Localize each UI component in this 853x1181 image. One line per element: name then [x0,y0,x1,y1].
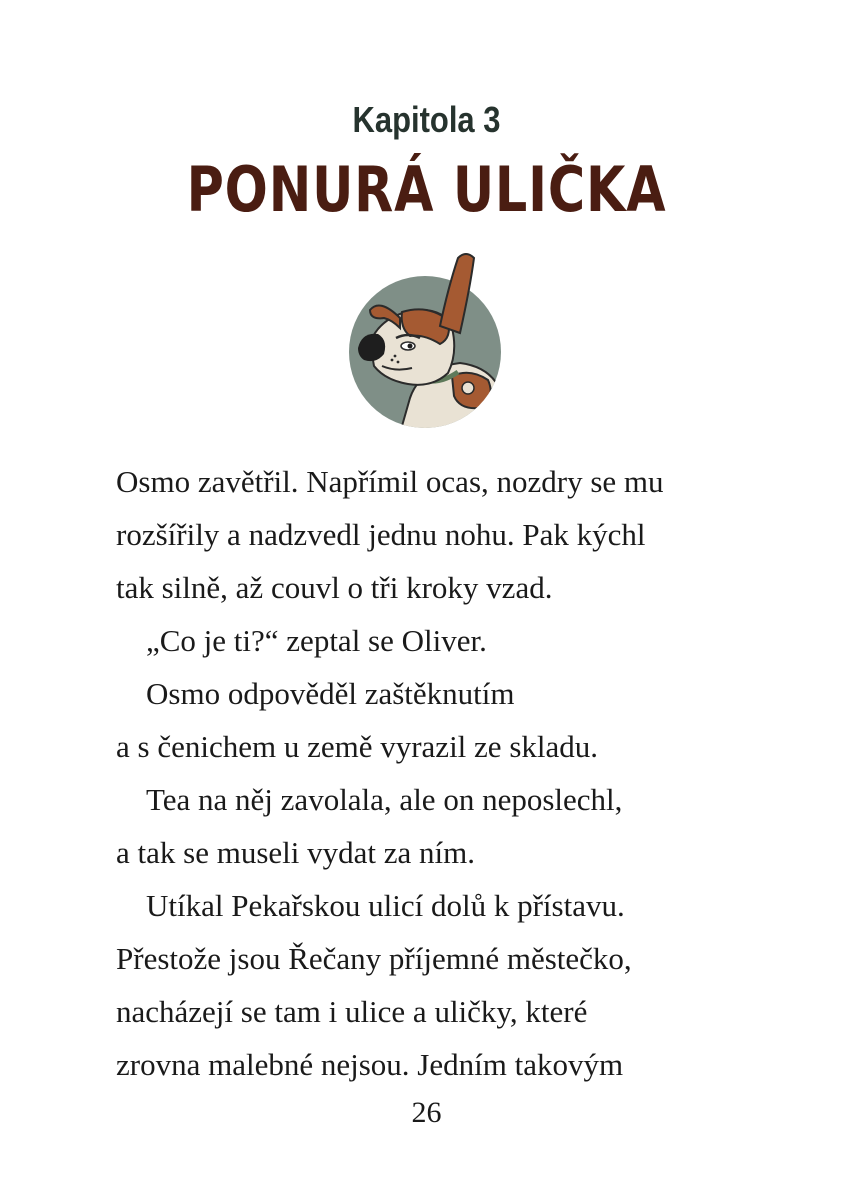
text-line: Utíkal Pekařskou ulicí dolů k přístavu. [146,888,625,923]
text-line: „Co je ti?“ zeptal se Oliver. [146,623,487,658]
text-line: nacházejí se tam i ulice a uličky, které [116,994,588,1029]
text-line: rozšířily a nadzvedl jednu nohu. Pak kýchl [116,517,646,552]
page-number: 26 [411,1096,442,1129]
text-line: Tea na něj zavolala, ale on neposlechl, [146,782,623,817]
text-line: a tak se museli vydat za ním. [116,835,475,870]
text-line: Osmo odpověděl zaštěknutím [146,676,515,711]
chapter-title: PONURÁ ULIČKA [186,153,667,226]
chapter-label: Kapitola 3 [352,99,501,140]
text-line: tak silně, až couvl o tři kroky vzad. [116,570,553,605]
text-line: a s čenichem u země vyrazil ze skladu. [116,729,598,764]
text-line: Osmo zavětřil. Napřímil ocas, nozdry se mu [116,464,664,499]
text-line: zrovna malebné nejsou. Jedním takovým [116,1047,624,1082]
dog-portrait-icon [340,248,510,428]
body-text [116,455,756,1091]
text-line: Přestože jsou Řečany příjemné městečko, [116,941,632,976]
